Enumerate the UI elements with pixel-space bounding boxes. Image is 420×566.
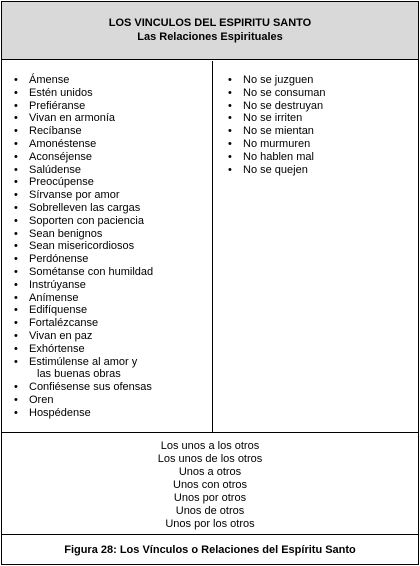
list-item-label: Sírvanse por amor <box>29 189 120 202</box>
list-item-label: No se mientan <box>243 125 314 138</box>
bullet-icon: • <box>14 176 18 189</box>
list-item <box>14 240 209 253</box>
list-item <box>14 151 209 164</box>
list-item-label: Recíbanse <box>29 125 82 138</box>
list-item <box>14 304 209 317</box>
list-item <box>14 215 209 228</box>
list-item <box>14 356 209 382</box>
list-item-label: Ámense <box>29 74 70 86</box>
negative-commands-list <box>228 74 414 176</box>
list-item <box>14 100 209 113</box>
positive-commands-list <box>14 74 209 420</box>
list-item <box>14 253 209 266</box>
list-item-label: Sobrelleven las cargas <box>29 201 141 214</box>
phrase-line: Los unos a los otros <box>160 440 260 452</box>
list-item-label: Prefiéranse <box>29 99 86 112</box>
bullet-icon: • <box>14 265 18 278</box>
left-column <box>2 61 213 432</box>
bullet-icon: • <box>14 189 18 202</box>
list-item-label: Aconséjense <box>29 150 92 163</box>
list-item-label: No se irriten <box>243 112 303 125</box>
bullet-icon: • <box>14 304 18 317</box>
list-item <box>14 279 209 292</box>
list-item <box>14 394 209 407</box>
bullet-icon: • <box>14 163 18 176</box>
list-item <box>14 228 209 241</box>
list-item <box>228 87 414 100</box>
bullet-icon: • <box>228 74 232 86</box>
list-item-label: No se juzguen <box>243 74 314 86</box>
list-item <box>14 202 209 215</box>
bullet-icon: • <box>228 86 232 99</box>
bullet-icon: • <box>228 150 232 163</box>
list-item-label: Edifíquense <box>29 304 88 317</box>
phrase-line: Unos con otros <box>173 479 247 491</box>
list-item <box>228 125 414 138</box>
bullet-icon: • <box>14 240 18 253</box>
list-item-label: Sean misericordiosos <box>29 240 135 253</box>
list-item-label: No hablen mal <box>243 150 314 163</box>
list-item <box>228 138 414 151</box>
bullet-icon: • <box>14 317 18 330</box>
figure-frame <box>1 1 419 565</box>
bullet-icon: • <box>228 137 232 150</box>
list-item <box>14 112 209 125</box>
list-item-label: Estén unidos <box>29 86 93 99</box>
list-item <box>14 407 209 420</box>
phrase-line: Unos de otros <box>175 505 245 517</box>
list-item <box>14 330 209 343</box>
list-item <box>14 125 209 138</box>
bullet-icon: • <box>228 163 232 176</box>
bullet-icon: • <box>14 74 18 86</box>
list-item <box>14 266 209 279</box>
bullet-icon: • <box>14 291 18 304</box>
list-item <box>14 343 209 356</box>
figure-subtitle: Las Relaciones Espirituales <box>137 31 283 43</box>
list-item-label: No se destruyan <box>243 99 324 112</box>
list-item-continuation: las buenas obras <box>37 368 121 381</box>
bullet-icon: • <box>14 253 18 266</box>
list-item-label: Fortalézcanse <box>29 317 99 330</box>
list-item <box>14 317 209 330</box>
figure-title: LOS VINCULOS DEL ESPIRITU SANTO <box>108 17 312 29</box>
bullet-icon: • <box>14 381 18 394</box>
bullet-icon: • <box>14 201 18 214</box>
list-item-label: Salúdense <box>29 163 81 176</box>
list-item-label: Soporten con paciencia <box>29 214 144 227</box>
list-item <box>14 87 209 100</box>
figure-header <box>2 2 418 60</box>
list-item-label: Confiésense sus ofensas <box>29 381 152 394</box>
list-item-label: Oren <box>29 393 54 406</box>
phrase-line: Unos a otros <box>178 466 242 478</box>
list-item-label: Vivan en paz <box>29 329 93 342</box>
list-item <box>14 138 209 151</box>
list-item <box>14 164 209 177</box>
list-item-label: Instrúyanse <box>29 278 86 291</box>
list-item-label: Estimúlense al amor y <box>29 355 138 368</box>
list-item-label: Sean benignos <box>29 227 103 240</box>
bullet-icon: • <box>228 99 232 112</box>
list-item <box>228 100 414 113</box>
list-item <box>228 164 414 177</box>
lists-section <box>2 61 418 433</box>
list-item-label: Sométanse con humildad <box>29 265 154 278</box>
list-item <box>228 112 414 125</box>
bullet-icon: • <box>14 329 18 342</box>
phrase-line: Unos por los otros <box>165 518 255 530</box>
bullet-icon: • <box>14 214 18 227</box>
bullet-icon: • <box>14 112 18 125</box>
list-item-label: Hospédense <box>29 406 91 419</box>
figure-caption: Figura 28: Los Vínculos o Relaciones del Espíritu Santo <box>64 544 356 556</box>
bullet-icon: • <box>14 342 18 355</box>
bullet-icon: • <box>14 137 18 150</box>
list-item <box>228 151 414 164</box>
list-item-label: Perdónense <box>29 253 89 266</box>
list-item-label: Anímense <box>29 291 79 304</box>
list-item-label: Vivan en armonía <box>29 112 116 125</box>
list-item-label: Amonéstense <box>29 137 97 150</box>
bullet-icon: • <box>14 150 18 163</box>
bullet-icon: • <box>14 278 18 291</box>
bullet-icon: • <box>14 355 18 368</box>
phrase-line: Los unos de los otros <box>157 453 263 465</box>
bullet-icon: • <box>14 393 18 406</box>
list-item <box>14 292 209 305</box>
list-item-label: Preocúpense <box>29 176 94 189</box>
bullet-icon: • <box>228 125 232 138</box>
bullet-icon: • <box>14 125 18 138</box>
list-item <box>14 176 209 189</box>
bullet-icon: • <box>228 112 232 125</box>
bullet-icon: • <box>14 86 18 99</box>
list-item <box>14 74 209 87</box>
phrase-line: Unos por otros <box>173 492 247 504</box>
list-item <box>14 381 209 394</box>
bullet-icon: • <box>14 227 18 240</box>
list-item <box>228 74 414 87</box>
bullet-icon: • <box>14 406 18 419</box>
list-item-label: Exhórtense <box>29 342 85 355</box>
reciprocal-phrases <box>2 433 418 535</box>
list-item-label: No se consuman <box>243 86 326 99</box>
bullet-icon: • <box>14 99 18 112</box>
list-item-label: No murmuren <box>243 137 311 150</box>
right-column <box>214 61 418 432</box>
list-item <box>14 189 209 202</box>
list-item-label: No se quejen <box>243 163 308 176</box>
